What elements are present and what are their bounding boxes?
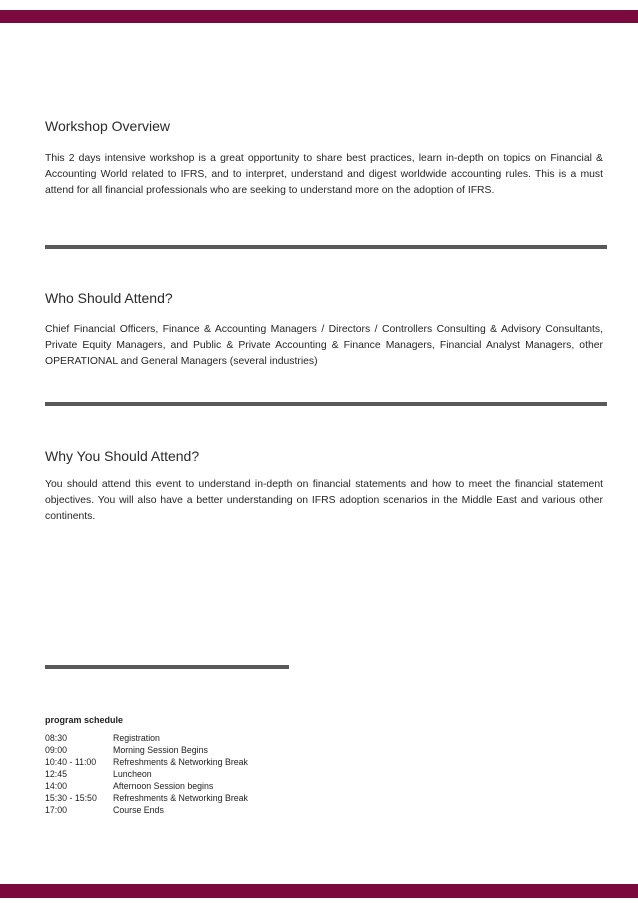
schedule-event: Afternoon Session begins [113,781,214,791]
schedule-row [45,744,345,756]
schedule-time: 08:30 [45,733,68,743]
schedule-row [45,792,345,804]
section-body-overview: This 2 days intensive workshop is a great opportunity to share best practices, learn in-depth on topics on Financial & Accounting World related to IFRS, and to interpret, understand and digest worldwide accounting rules. This is a must attend for all financial professionals who are seeking to understand more on the adoption of IFRS. [45,153,603,196]
schedule-time: 12:45 [45,769,68,779]
schedule-row [45,780,345,792]
schedule-time: 17:00 [45,805,68,815]
schedule-event: Morning Session Begins [113,745,208,755]
schedule-event: Luncheon [113,769,152,779]
schedule-row [45,756,345,768]
program-schedule [45,732,345,816]
schedule-time: 14:00 [45,781,68,791]
section-body-who-should-attend: Chief Financial Officers, Finance & Accounting Managers / Directors / Controllers Consulting & Advisory Consultants, Private Equity Managers, and Public & Private Accounting & Finance Managers, Financial Analyst Managers, other OPERATIONAL and General Managers (several industries) [45,324,603,367]
schedule-event: Course Ends [113,805,164,815]
section-title-who-should-attend: Who Should Attend? [45,290,173,306]
short-divider [45,665,289,669]
schedule-event: Refreshments & Networking Break [113,793,248,803]
schedule-event: Registration [113,733,160,743]
section-title-overview: Workshop Overview [45,118,171,134]
schedule-heading: program schedule [45,715,124,725]
bottom-decorative-band [0,884,638,898]
section-title-why-attend: Why You Should Attend? [45,448,200,464]
schedule-time: 10:40 - 11:00 [45,757,97,767]
schedule-row [45,804,345,816]
top-decorative-band [0,10,638,23]
section-body-why-attend: You should attend this event to understand in-depth on financial statements and how to meet the financial statement objectives. You will also have a better understanding on IFRS adoption scenarios in the Middle East and various other continents. [45,479,603,522]
schedule-row [45,768,345,780]
schedule-row [45,732,345,744]
schedule-event: Refreshments & Networking Break [113,757,248,767]
section-divider [45,245,607,249]
schedule-time: 15:30 - 15:50 [45,793,97,803]
section-divider [45,402,607,406]
schedule-time: 09:00 [45,745,68,755]
